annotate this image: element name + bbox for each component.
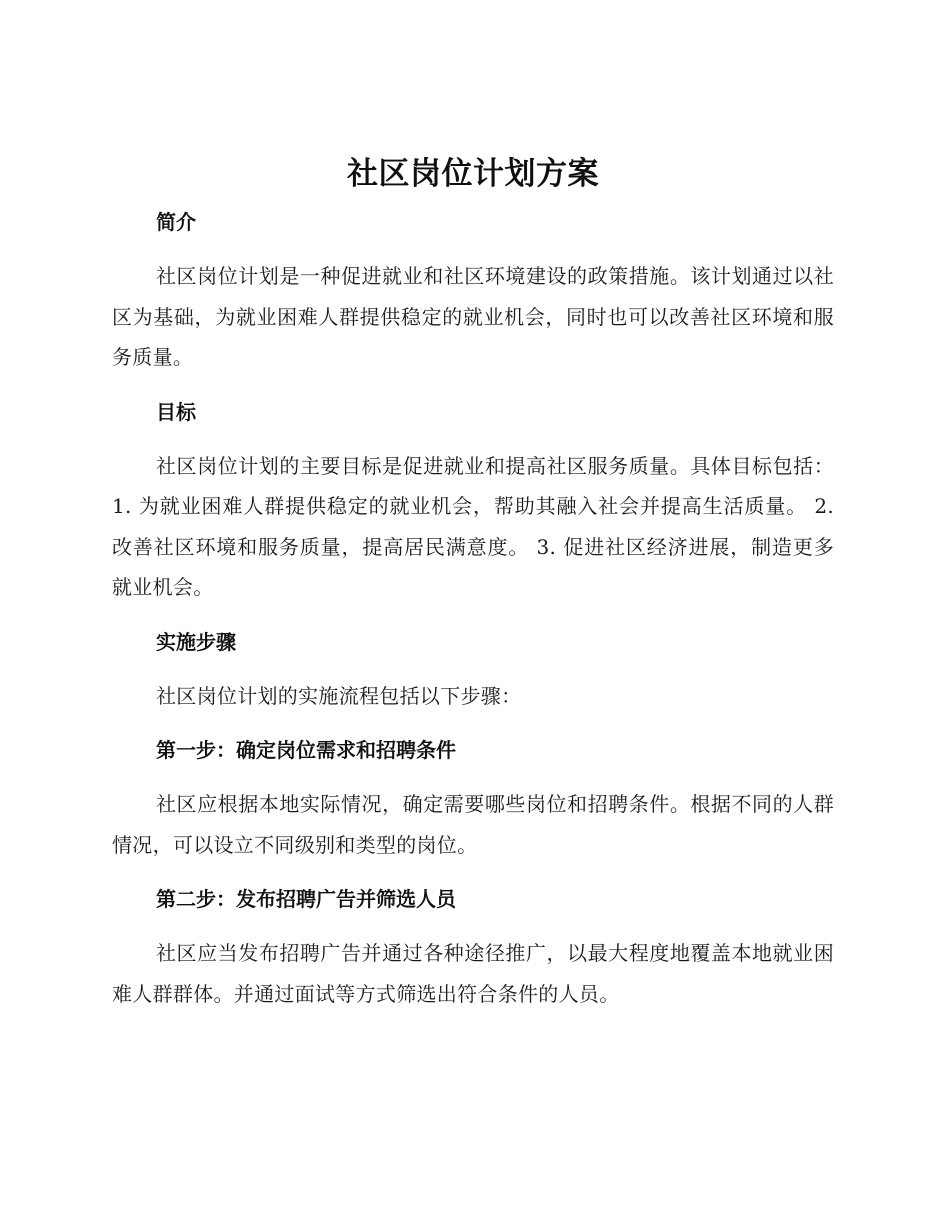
paragraph-step-1: 社区应根据本地实际情况，确定需要哪些岗位和招聘条件。根据不同的人群情况，可以设立不同级别和类型的岗位。 (112, 792, 834, 857)
step-heading-2: 第二步：发布招聘广告并筛选人员 (156, 887, 456, 911)
paragraph-steps-intro: 社区岗位计划的实施流程包括以下步骤： (156, 683, 522, 708)
paragraph-step-2: 社区应当发布招聘广告并通过各种途径推广，以最大程度地覆盖本地就业困难人群群体。并通过面试等方式筛选出符合条件的人员。 (112, 941, 834, 1006)
spacer (112, 865, 834, 879)
paragraph-intro: 社区岗位计划是一种促进就业和社区环境建设的政策措施。该计划通过以社区为基础，为就业困难人群提供稳定的就业机会，同时也可以改善社区环境和服务质量。 (112, 264, 834, 369)
spacer (112, 378, 834, 392)
section-heading-goals: 目标 (156, 399, 196, 424)
spacer (112, 432, 834, 446)
spacer (112, 770, 834, 784)
section-heading-intro: 简介 (156, 210, 196, 234)
document-body (112, 146, 834, 1014)
spacer (112, 662, 834, 676)
spacer (112, 608, 834, 622)
spacer (112, 716, 834, 730)
spacer (112, 919, 834, 933)
paragraph-goals: 社区岗位计划的主要目标是促进就业和提高社区服务质量。具体目标包括： 1. 为就业困难人群提供稳定的就业机会，帮助其融入社会并提高生活质量。 2. 改善社区环境和服务质量，提高居民满意度。 3. 促进社区经济进展，制造更多就业机会。 (112, 453, 834, 599)
spacer (112, 242, 834, 256)
document-title: 社区岗位计划方案 (347, 156, 599, 192)
section-heading-steps: 实施步骤 (156, 629, 236, 654)
step-heading-1: 第一步：确定岗位需求和招聘条件 (156, 738, 456, 762)
